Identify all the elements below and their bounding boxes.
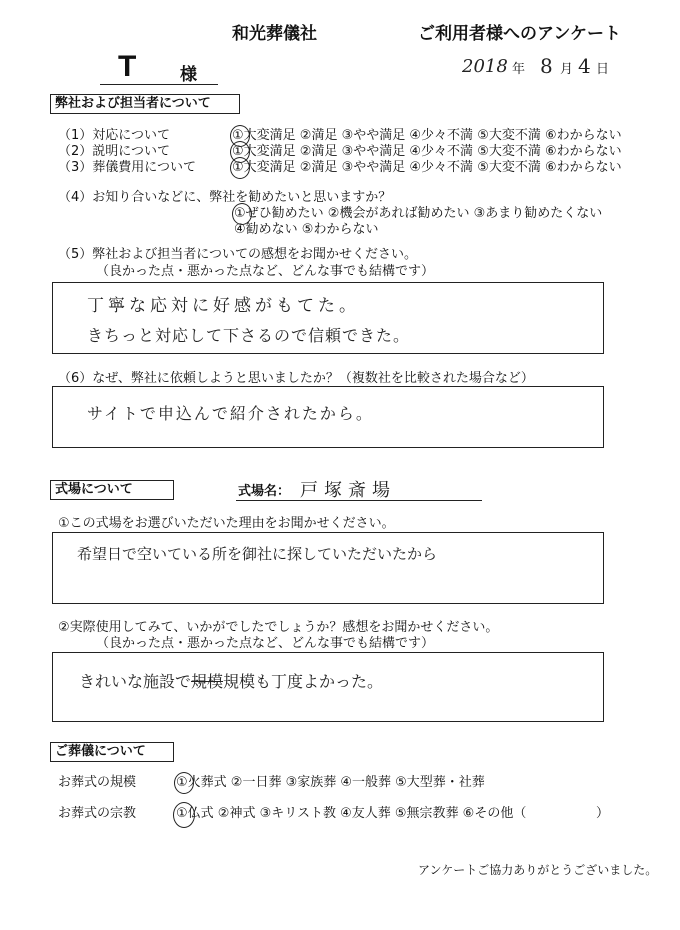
- q6-answer-box: [52, 386, 604, 448]
- q2-scale: ①大変満足 ②満足 ③やや満足 ④少々不満 ⑤大変不満 ⑥わからない: [232, 144, 622, 159]
- venue-underline: [236, 500, 482, 501]
- q1-scale: ①大変満足 ②満足 ③やや満足 ④少々不満 ⑤大変不満 ⑥わからない: [232, 128, 622, 143]
- date-month: 8: [540, 54, 553, 78]
- q6-label: （6）なぜ、弊社に依頼しようと思いましたか？（複数社を比較された場合など）: [58, 371, 534, 386]
- q5-answer-box: [52, 282, 604, 354]
- q3-scale: ①大変満足 ②満足 ③やや満足 ④少々不満 ⑤大変不満 ⑥わからない: [232, 160, 622, 175]
- date-year-unit: 年: [512, 62, 526, 77]
- venue-label: 式場名：: [238, 484, 291, 499]
- q4-answer-circle: [232, 203, 252, 225]
- religion-close: ）: [596, 806, 610, 821]
- qb-sub: （良かった点・悪かった点など、どんな事でも結構です）: [96, 636, 435, 651]
- qa-answer-box: [52, 532, 604, 604]
- qb-label: ②実際使用してみて、いかがでしたでしょうか？感想をお聞かせください。: [58, 620, 499, 635]
- qb-answer-box: [52, 652, 604, 722]
- company-name: 和光葬儀社: [232, 24, 317, 44]
- qb-answer-struck: 規模: [191, 672, 224, 691]
- q1-label: （1）対応について: [58, 128, 171, 143]
- q5-answer-line2: きちっと対応して下さるので信頼できた。: [87, 326, 411, 345]
- religion-label: お葬式の宗教: [58, 806, 137, 821]
- q4-label: （4）お知り合いなどに、弊社を勧めたいと思いますか？: [58, 190, 392, 205]
- religion-options: ①仏式 ②神式 ③キリスト教 ④友人葬 ⑤無宗教葬 ⑥その他（: [176, 806, 527, 821]
- q5-label: （5）弊社および担当者についての感想をお聞かせください。: [58, 247, 418, 262]
- date-month-unit: 月: [560, 62, 574, 77]
- q4-options-row2: ④勧めない ⑤わからない: [234, 222, 379, 237]
- date-day: 4: [578, 54, 591, 78]
- customer-initial: T: [118, 50, 137, 83]
- section-title-funeral: ご葬儀について: [50, 742, 174, 762]
- religion-answer-circle: [173, 802, 195, 828]
- honorific: 様: [180, 65, 197, 85]
- date-day-unit: 日: [596, 62, 610, 77]
- q4-options-row1: ①ぜひ勧めたい ②機会があれば勧めたい ③あまり勧めたくない: [234, 206, 603, 221]
- q3-answer-circle: [230, 157, 250, 179]
- q6-answer: サイトで申込んで紹介されたから。: [87, 404, 374, 423]
- section-title-company: 弊社および担当者について: [50, 94, 240, 114]
- qa-answer: 希望日で空いている所を御社に探していただいたから: [77, 545, 438, 563]
- venue-value: 戸塚斎場: [300, 480, 396, 501]
- q5-answer-line1: 丁寧な応対に好感がもてた。: [87, 296, 360, 316]
- scale-options: ①火葬式 ②一日葬 ③家族葬 ④一般葬 ⑤大型葬・社葬: [176, 775, 485, 790]
- q2-label: （2）説明について: [58, 144, 171, 159]
- qa-label: ①この式場をお選びいただいた理由をお聞かせください。: [58, 516, 395, 531]
- section-title-venue: 式場について: [50, 480, 174, 500]
- name-underline: [100, 84, 218, 85]
- q5-sub: （良かった点・悪かった点など、どんな事でも結構です）: [96, 264, 435, 279]
- survey-title: ご利用者様へのアンケート: [418, 24, 621, 44]
- scale-label: お葬式の規模: [58, 775, 137, 790]
- date-year: 2018: [462, 56, 508, 77]
- scale-answer-circle: [174, 772, 194, 794]
- thanks-message: アンケートご協力ありがとうございました。: [418, 863, 658, 877]
- q3-label: （3）葬儀費用について: [58, 160, 197, 175]
- qb-answer: きれいな施設で規模規模も丁度よかった。: [79, 672, 384, 691]
